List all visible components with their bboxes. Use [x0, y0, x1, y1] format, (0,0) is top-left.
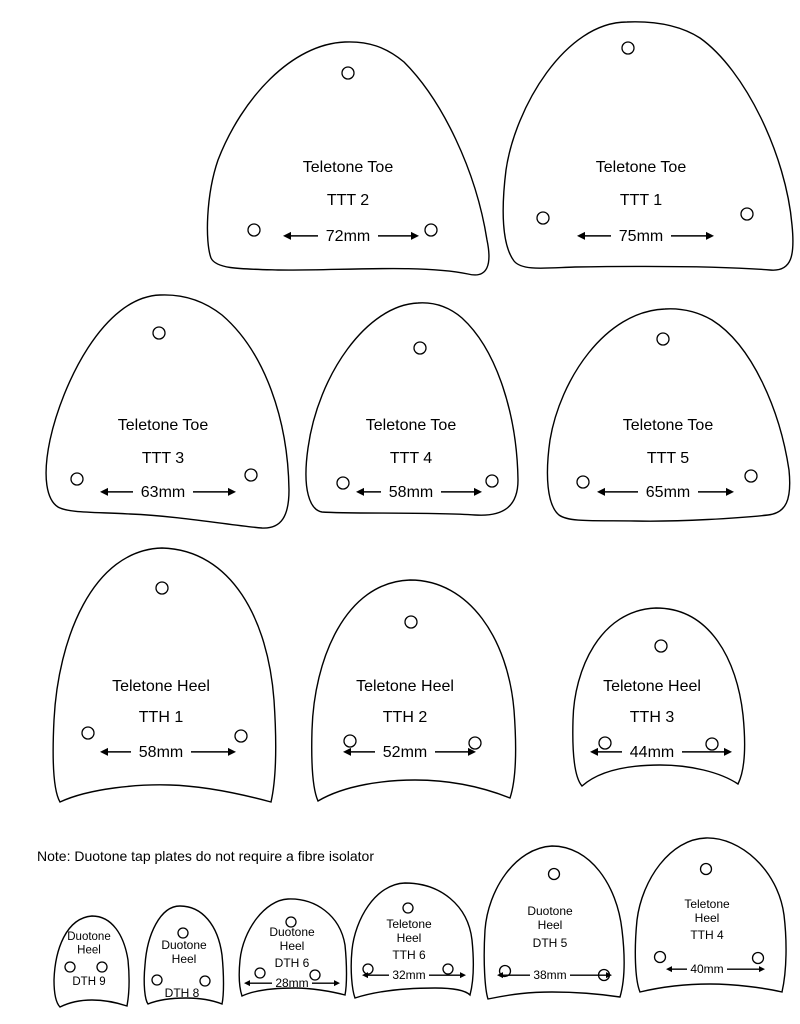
mounting-hole	[71, 473, 83, 485]
plate-width: 75mm	[618, 228, 664, 245]
mounting-hole	[753, 953, 764, 964]
mounting-hole	[414, 342, 426, 354]
plate-name: Duotone Heel	[67, 931, 111, 957]
plate-ttt1	[503, 22, 793, 270]
mounting-hole	[577, 476, 589, 488]
plate-code: TTT 5	[646, 450, 690, 467]
plate-width: 58mm	[388, 484, 434, 501]
plate-code: DTH 9	[72, 976, 106, 988]
plate-tth2	[312, 580, 516, 801]
plate-name: Teletone Toe	[117, 417, 209, 434]
plate-outline	[54, 916, 129, 1007]
plate-tth4	[635, 838, 786, 992]
plate-width: 38mm	[533, 968, 567, 982]
mounting-hole	[245, 469, 257, 481]
mounting-hole	[622, 42, 634, 54]
plate-name: Duotone Heel	[527, 904, 573, 932]
mounting-hole	[469, 737, 481, 749]
plate-width: 58mm	[138, 744, 184, 761]
mounting-hole	[706, 738, 718, 750]
mounting-hole	[657, 333, 669, 345]
mounting-hole	[655, 640, 667, 652]
plate-code: TTH 3	[629, 709, 675, 726]
plate-dth6	[239, 899, 346, 996]
plate-name: Teletone Toe	[302, 159, 394, 176]
mounting-hole	[342, 67, 354, 79]
plate-width: 65mm	[645, 484, 691, 501]
plate-dth5	[484, 846, 624, 999]
plate-code: TTH 2	[382, 709, 428, 726]
mounting-hole	[549, 869, 560, 880]
plate-dth8	[144, 906, 223, 1004]
plate-dth9	[54, 916, 129, 1007]
plate-width: 63mm	[140, 484, 186, 501]
plate-ttt4	[306, 303, 518, 515]
plate-width: 32mm	[392, 968, 426, 982]
plate-ttt5	[547, 309, 789, 521]
plate-name: Teletone Toe	[622, 417, 714, 434]
mounting-hole	[655, 952, 666, 963]
mounting-hole	[178, 928, 188, 938]
mounting-hole	[310, 970, 320, 980]
plate-tth1	[53, 548, 276, 802]
plate-code: TTH 6	[392, 948, 426, 962]
plate-code: TTT 1	[619, 192, 663, 209]
mounting-hole	[403, 903, 413, 913]
mounting-hole	[486, 475, 498, 487]
plate-name: Teletone Heel	[684, 897, 730, 925]
plate-code: DTH 5	[532, 936, 568, 950]
mounting-hole	[745, 470, 757, 482]
plate-code: TTH 1	[138, 709, 184, 726]
plate-name: Teletone Heel	[356, 678, 454, 695]
plate-name: Teletone Heel	[386, 917, 432, 945]
plate-code: DTH 6	[274, 956, 310, 970]
plate-code: TTT 3	[141, 450, 185, 467]
plate-tth3	[573, 608, 745, 786]
mounting-hole	[152, 975, 162, 985]
mounting-hole	[248, 224, 260, 236]
plate-name: Duotone Heel	[161, 938, 207, 966]
mounting-hole	[65, 962, 75, 972]
plate-width: 52mm	[382, 744, 428, 761]
mounting-hole	[82, 727, 94, 739]
plate-name: Duotone Heel	[269, 925, 315, 953]
plate-tth6	[351, 883, 473, 998]
mounting-hole	[255, 968, 265, 978]
mounting-hole	[701, 864, 712, 875]
mounting-hole	[200, 976, 210, 986]
mounting-hole	[344, 735, 356, 747]
plate-name: Teletone Heel	[603, 678, 701, 695]
plate-name: Teletone Toe	[365, 417, 457, 434]
mounting-hole	[153, 327, 165, 339]
plate-name: Teletone Heel	[112, 678, 210, 695]
mounting-hole	[97, 962, 107, 972]
plate-ttt2	[207, 42, 489, 275]
mounting-hole	[425, 224, 437, 236]
mounting-hole	[741, 208, 753, 220]
mounting-hole	[443, 964, 453, 974]
plate-code: TTH 4	[690, 928, 724, 942]
mounting-hole	[156, 582, 168, 594]
mounting-hole	[537, 212, 549, 224]
plate-code: DTH 8	[164, 986, 200, 1000]
plate-width: 44mm	[629, 744, 675, 761]
plate-code: TTT 2	[326, 192, 370, 209]
plate-width: 40mm	[690, 962, 724, 976]
fibre-isolator-note: Note: Duotone tap plates do not require a fibre isolator	[37, 848, 374, 864]
plate-code: TTT 4	[389, 450, 433, 467]
plate-ttt3	[46, 295, 289, 528]
plate-width: 28mm	[275, 976, 309, 990]
mounting-hole	[337, 477, 349, 489]
mounting-hole	[405, 616, 417, 628]
plate-name: Teletone Toe	[595, 159, 687, 176]
mounting-hole	[235, 730, 247, 742]
mounting-hole	[599, 737, 611, 749]
plate-width: 72mm	[325, 228, 371, 245]
